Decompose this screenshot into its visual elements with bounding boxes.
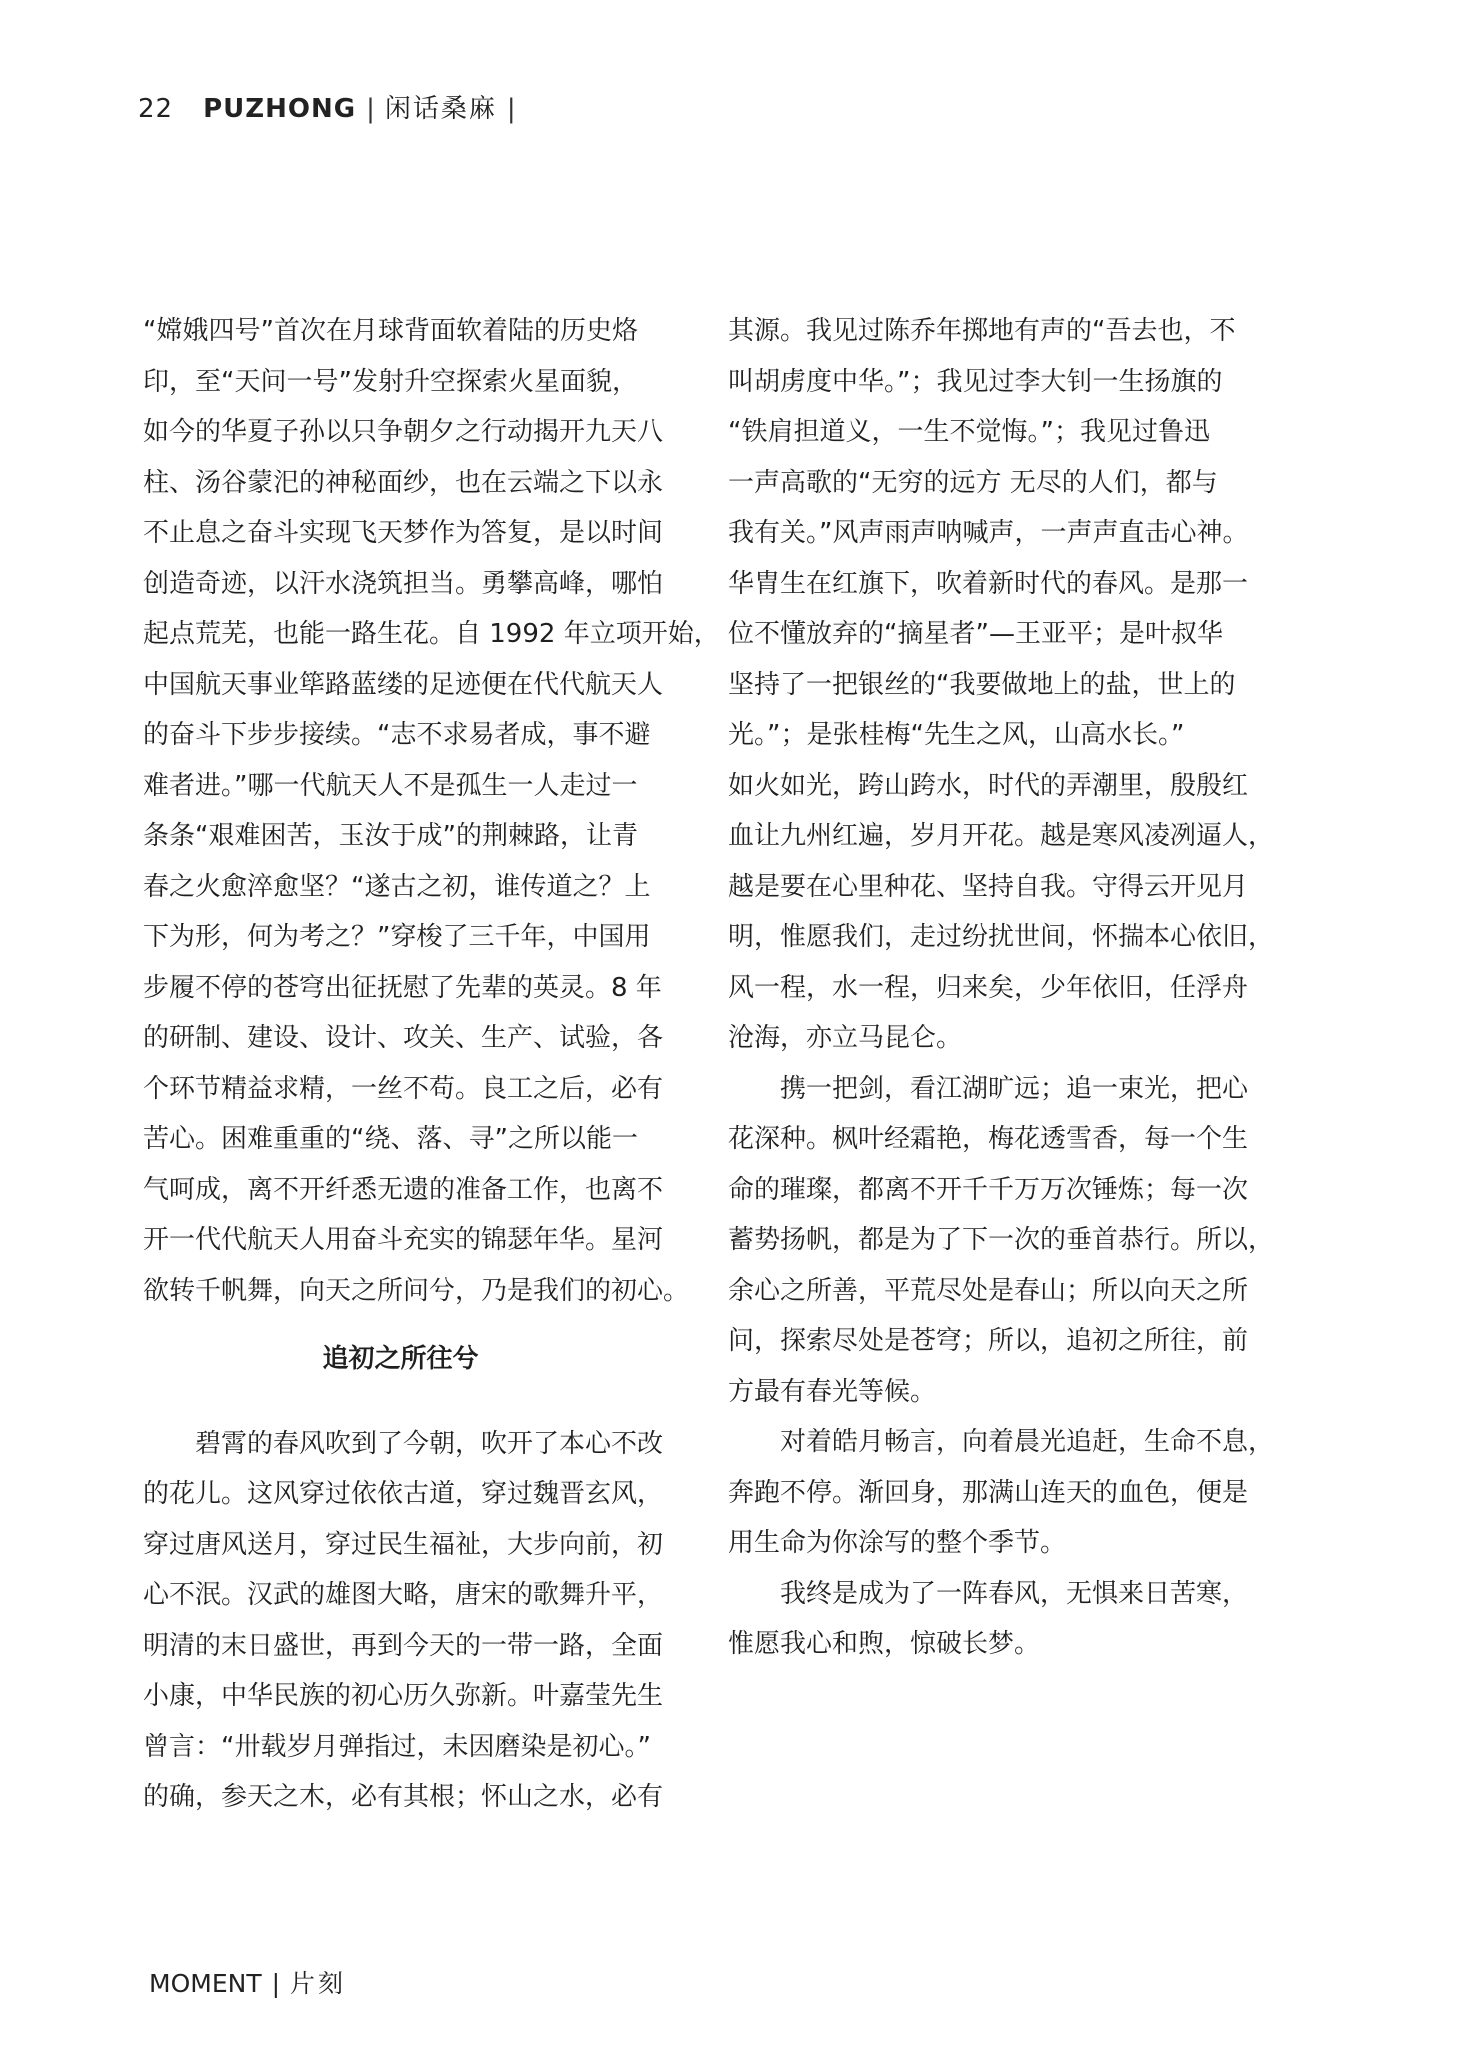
header-separator-end: |: [506, 94, 516, 124]
text-line: 欲转千帆舞，向天之所问兮，乃是我们的初心。: [143, 1275, 690, 1306]
text-line: 个环节精益求精，一丝不苟。良工之后，必有: [143, 1073, 664, 1104]
text-line: 如火如光，跨山跨水，时代的弄潮里，殷殷红: [728, 770, 1249, 801]
text-line: 起点荒芜，也能一路生花。自 1992 年立项开始，: [143, 619, 720, 649]
footer-label: 片刻: [290, 1969, 347, 1998]
paragraph: [728, 1569, 1249, 1670]
paragraph: [143, 1419, 664, 1823]
text-line: 对着皓月畅言，向着晨光追赶，生命不息，: [780, 1427, 1275, 1457]
text-line: 步履不停的苍穹出征抚慰了先辈的英灵。8 年: [143, 972, 662, 1003]
footer-brand: MOMENT: [149, 1969, 262, 1998]
text-line: 不止息之奋斗实现飞天梦作为答复，是以时间: [143, 518, 664, 548]
text-line: 中国航天事业筚路蓝缕的足迹便在代代航天人: [143, 669, 664, 700]
text-line: 明，惟愿我们，走过纷扰世间，怀揣本心依旧，: [728, 922, 1275, 952]
text-line: 沧海，亦立马昆仑。: [728, 1023, 963, 1053]
text-line: “铁肩担道义，一生不觉悔。”；我见过鲁迅: [728, 417, 1210, 447]
text-line: 方最有春光等候。: [728, 1376, 937, 1407]
text-line: 条条“艰难困苦，玉汝于成”的荆棘路，让青: [143, 821, 638, 851]
text-line: 柱、汤谷蒙汜的神秘面纱，也在云端之下以永: [143, 467, 664, 498]
text-line: 问，探索尽处是苍穹；所以，追初之所往，前: [728, 1326, 1249, 1356]
text-line: 开一代代航天人用奋斗充实的锦瑟年华。星河: [143, 1225, 664, 1255]
text-line: 如今的华夏子孙以只争朝夕之行动揭开九天八: [143, 417, 664, 447]
text-line: 曾言：“卅载岁月弹指过，未因磨染是初心。”: [143, 1731, 651, 1762]
text-line: 叫胡虏度中华。”；我见过李大钊一生扬旗的: [728, 366, 1223, 397]
text-line: 其源。我见过陈乔年掷地有声的“吾去也，不: [728, 316, 1236, 346]
footer-separator: |: [271, 1969, 281, 1998]
section-heading: 追初之所往兮: [322, 1344, 479, 1374]
section-title: 闲话桑麻: [384, 94, 497, 124]
page-number: 22: [138, 94, 174, 124]
text-line: 心不泯。汉武的雄图大略，唐宋的歌舞升平，: [143, 1580, 664, 1610]
text-line: 血让九州红遍，岁月开花。越是寒风凌冽逼人，: [728, 821, 1275, 851]
text-line: 难者进。”哪一代航天人不是孤生一人走过一: [143, 770, 638, 801]
text-line: 余心之所善，平荒尽处是春山；所以向天之所: [728, 1275, 1249, 1306]
text-line: 越是要在心里种花、坚持自我。守得云开见月: [728, 871, 1249, 902]
paragraph: [728, 1417, 1275, 1569]
text-line: 花深种。枫叶经霜艳，梅花透雪香，每一个生: [728, 1124, 1249, 1154]
header-separator: |: [366, 94, 375, 124]
text-line: “嫦娥四号”首次在月球背面软着陆的历史烙: [143, 316, 638, 346]
text-line: 一声高歌的“无穷的远方 无尽的人们，都与: [728, 467, 1218, 498]
text-line: 我终是成为了一阵春风，无惧来日苦寒，: [780, 1578, 1249, 1609]
text-line: 蓄势扬帆，都是为了下一次的垂首恭行。所以，: [728, 1225, 1275, 1255]
page-footer: [149, 1966, 346, 2002]
page-header: [138, 90, 526, 128]
text-line: 的奋斗下步步接续。“志不求易者成，事不避: [143, 720, 651, 750]
text-line: 光。”；是张桂梅“先生之风，山高水长。”: [728, 720, 1185, 750]
text-line: 明清的末日盛世，再到今天的一带一路，全面: [143, 1630, 664, 1661]
text-line: 用生命为你涂写的整个季节。: [728, 1528, 1067, 1558]
paragraph: [143, 306, 720, 1316]
magazine-brand: PUZHONG: [203, 94, 357, 124]
text-line: 的花儿。这风穿过依依古道，穿过魏晋玄风，: [143, 1479, 664, 1509]
text-line: 小康，中华民族的初心历久弥新。叶嘉莹先生: [143, 1681, 664, 1711]
text-line: 携一把剑，看江湖旷远；追一束光，把心: [780, 1073, 1249, 1104]
text-line: 穿过唐风送月，穿过民生福祉，大步向前，初: [143, 1529, 664, 1560]
right-column: [728, 306, 1275, 1670]
text-line: 奔跑不停。渐回身，那满山连天的血色，便是: [728, 1477, 1249, 1508]
text-line: 春之火愈淬愈坚？“遂古之初，谁传道之？上: [143, 871, 651, 902]
text-line: 华胄生在红旗下，吹着新时代的春风。是那一: [728, 568, 1249, 599]
paragraph: [728, 306, 1275, 1064]
text-line: 的确，参天之木，必有其根；怀山之水，必有: [143, 1782, 664, 1812]
text-line: 下为形，何为考之？”穿梭了三千年，中国用: [143, 922, 651, 952]
text-line: 风一程，水一程，归来矣，少年依旧，任浮舟: [728, 972, 1249, 1003]
text-line: 命的璀璨，都离不开千千万万次锤炼；每一次: [728, 1174, 1249, 1205]
left-column: [143, 306, 720, 1823]
text-line: 惟愿我心和煦，惊破长梦。: [728, 1629, 1041, 1659]
text-line: 气呵成，离不开纤悉无遗的准备工作，也离不: [143, 1174, 664, 1205]
text-line: 印，至“天问一号”发射升空探索火星面貌，: [143, 366, 638, 397]
paragraph: [728, 1064, 1275, 1418]
text-line: 位不懂放弃的“摘星者”—王亚平；是叶叔华: [728, 619, 1223, 649]
text-line: 苦心。困难重重的“绕、落、寻”之所以能一: [143, 1124, 638, 1154]
text-line: 我有关。”风声雨声呐喊声，一声声直击心神。: [728, 518, 1249, 548]
text-line: 的研制、建设、设计、攻关、生产、试验，各: [143, 1023, 664, 1053]
text-line: 创造奇迹，以汗水浇筑担当。勇攀高峰，哪怕: [143, 568, 664, 599]
text-line: 坚持了一把银丝的“我要做地上的盐，世上的: [728, 669, 1236, 700]
text-line: 碧霄的春风吹到了今朝，吹开了本心不改: [195, 1428, 664, 1459]
